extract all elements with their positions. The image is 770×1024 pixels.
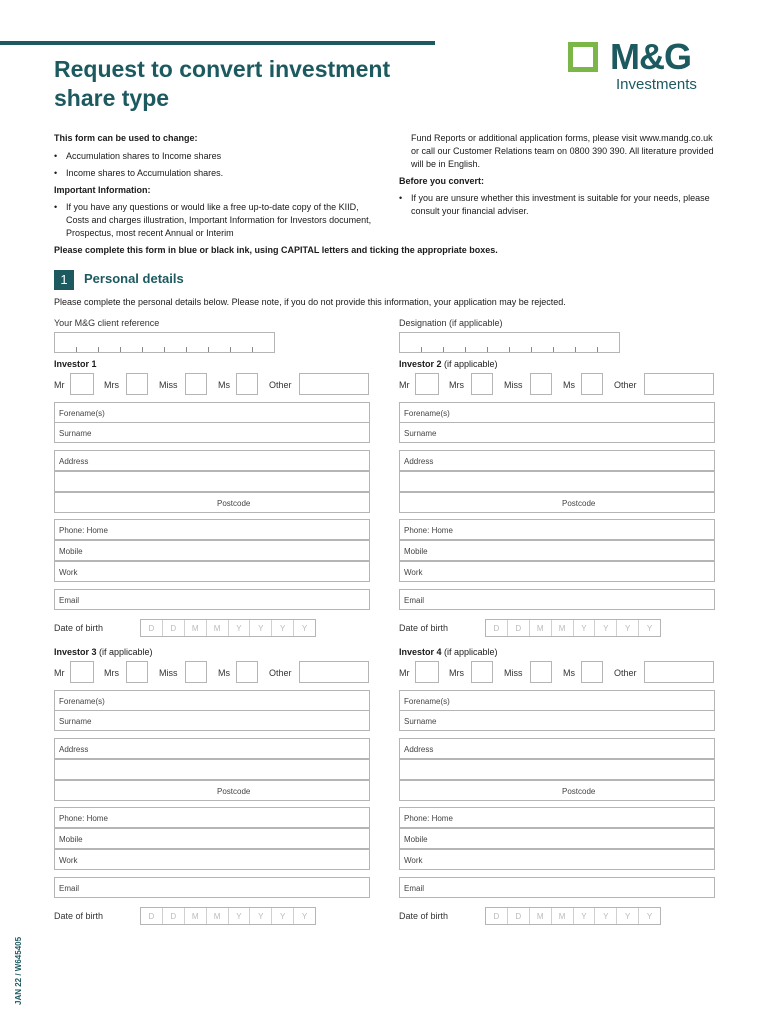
dob-cell: D: [486, 620, 508, 636]
title-checkbox-mr[interactable]: [415, 373, 439, 395]
mg-logo: [566, 36, 726, 96]
dob-cell: M: [185, 620, 207, 636]
title-label-miss: Miss: [159, 668, 178, 678]
client-ref-label: Your M&G client reference: [54, 318, 160, 328]
work-field[interactable]: Work: [54, 561, 370, 582]
important-heading: Important Information:: [54, 185, 151, 195]
dob-cell: D: [163, 620, 185, 636]
title-checkbox-mrs[interactable]: [126, 373, 148, 395]
title-label-miss: Miss: [504, 380, 523, 390]
title-label-mr: Mr: [399, 668, 410, 678]
phone-home-field[interactable]: Phone: Home: [399, 807, 715, 828]
intro-bullet: • Income shares to Accumulation shares.: [54, 167, 374, 180]
dob-cell: Y: [646, 912, 653, 921]
dob-input[interactable]: [485, 619, 661, 637]
instruction-text: Please complete this form in blue or black ink, using CAPITAL letters and ticking the appropriate boxes.: [54, 245, 498, 255]
dob-cell: M: [552, 908, 574, 924]
dob-cell: Y: [229, 620, 251, 636]
header-rule: [0, 41, 435, 45]
dob-cell: Y: [595, 620, 617, 636]
dob-cell: Y: [272, 620, 294, 636]
title-checkbox-miss[interactable]: [185, 661, 207, 683]
dob-cell: D: [486, 908, 508, 924]
dob-cell: D: [508, 908, 530, 924]
dob-cell: Y: [574, 908, 596, 924]
title-checkbox-miss[interactable]: [530, 661, 552, 683]
surname-field[interactable]: Surname: [399, 710, 715, 731]
dob-cell: M: [530, 620, 552, 636]
intro-bullet: • Accumulation shares to Income shares: [54, 150, 374, 163]
section-title: Personal details: [84, 271, 184, 286]
before-heading: Before you convert:: [399, 176, 485, 186]
title-checkbox-other[interactable]: [299, 373, 369, 395]
title-label-other: Other: [269, 380, 292, 390]
dob-cell: Y: [229, 908, 251, 924]
title-checkbox-mr[interactable]: [415, 661, 439, 683]
logo-subtext: Investments: [616, 76, 697, 93]
page-title: [54, 55, 454, 113]
phone-home-field[interactable]: Phone: Home: [399, 519, 715, 540]
title-label-mr: Mr: [54, 380, 65, 390]
work-field[interactable]: Work: [399, 849, 715, 870]
title-checkbox-other[interactable]: [299, 661, 369, 683]
dob-label: Date of birth: [54, 623, 104, 633]
dob-input[interactable]: [485, 907, 661, 925]
address-line-2[interactable]: [399, 471, 715, 492]
title-label-other: Other: [614, 668, 637, 678]
surname-field[interactable]: Surname: [54, 422, 370, 443]
postcode-field[interactable]: Postcode: [399, 780, 715, 801]
title-label-ms: Ms: [563, 668, 575, 678]
title-checkbox-mrs[interactable]: [471, 373, 493, 395]
phone-home-field[interactable]: Phone: Home: [54, 519, 370, 540]
dob-label: Date of birth: [399, 623, 449, 633]
dob-cell: D: [141, 620, 163, 636]
dob-cell: Y: [272, 908, 294, 924]
title-label-mrs: Mrs: [449, 668, 464, 678]
title-label-ms: Ms: [563, 380, 575, 390]
dob-cell: Y: [301, 912, 308, 921]
phone-home-field[interactable]: Phone: Home: [54, 807, 370, 828]
address-field[interactable]: Address: [54, 738, 370, 759]
title-checkbox-mr[interactable]: [70, 373, 94, 395]
title-checkbox-mrs[interactable]: [126, 661, 148, 683]
dob-cell: Y: [250, 908, 272, 924]
dob-cell: D: [141, 908, 163, 924]
before-text: • If you are unsure whether this investment is suitable for your needs, please consult your financial adviser.: [399, 192, 719, 218]
title-label-mrs: Mrs: [449, 380, 464, 390]
title-line-1: Request to convert investment: [54, 56, 391, 82]
surname-field[interactable]: Surname: [399, 422, 715, 443]
designation-input[interactable]: [399, 332, 620, 353]
forename-field[interactable]: Forename(s): [54, 690, 370, 711]
dob-cell: M: [185, 908, 207, 924]
dob-cell: D: [163, 908, 185, 924]
title-checkbox-ms[interactable]: [581, 373, 603, 395]
title-label-other: Other: [614, 380, 637, 390]
intro-heading: This form can be used to change:: [54, 133, 198, 143]
title-label-miss: Miss: [504, 668, 523, 678]
forename-field[interactable]: Forename(s): [399, 690, 715, 711]
address-line-2[interactable]: [399, 759, 715, 780]
title-checkbox-miss[interactable]: [530, 373, 552, 395]
dob-cell: M: [552, 620, 574, 636]
dob-cell: M: [530, 908, 552, 924]
dob-cell: Y: [595, 908, 617, 924]
postcode-field[interactable]: Postcode: [54, 780, 370, 801]
dob-cell: Y: [574, 620, 596, 636]
address-field[interactable]: Address: [54, 450, 370, 471]
intro-right: [399, 132, 719, 218]
address-field[interactable]: Address: [399, 450, 715, 471]
title-label-other: Other: [269, 668, 292, 678]
title-checkbox-ms[interactable]: [581, 661, 603, 683]
forename-field[interactable]: Forename(s): [54, 402, 370, 423]
work-field[interactable]: Work: [54, 849, 370, 870]
email-field[interactable]: Email: [54, 877, 370, 898]
title-label-mr: Mr: [54, 668, 65, 678]
dob-cell: M: [207, 908, 229, 924]
dob-cell: Y: [250, 620, 272, 636]
address-line-2[interactable]: [54, 759, 370, 780]
dob-input[interactable]: [140, 619, 316, 637]
email-field[interactable]: Email: [399, 877, 715, 898]
title-label-mr: Mr: [399, 380, 410, 390]
address-line-2[interactable]: [54, 471, 370, 492]
postcode-field[interactable]: Postcode: [399, 492, 715, 513]
dob-cell: D: [508, 620, 530, 636]
work-field[interactable]: Work: [399, 561, 715, 582]
dob-cell: Y: [301, 624, 308, 633]
email-field[interactable]: Email: [54, 589, 370, 610]
mobile-field[interactable]: Mobile: [54, 540, 370, 561]
title-checkbox-ms[interactable]: [236, 373, 258, 395]
client-ref-input[interactable]: [54, 332, 275, 353]
section-note: Please complete the personal details below. Please note, if you do not provide this information, your application may be rejected.: [54, 297, 566, 307]
designation-label: Designation (if applicable): [399, 318, 503, 328]
dob-cell: Y: [617, 908, 639, 924]
mobile-field[interactable]: Mobile: [54, 828, 370, 849]
dob-cell: Y: [617, 620, 639, 636]
logo-text: M&G: [610, 36, 691, 77]
mobile-field[interactable]: Mobile: [399, 828, 715, 849]
forename-field[interactable]: Forename(s): [399, 402, 715, 423]
investor-heading: Investor 1: [54, 359, 97, 369]
important-text: • If you have any questions or would like a free up-to-date copy of the KIID, Costs and charges illustration, Important Information for Investors document, Prospectus, most recent Annual or Interim: [54, 201, 374, 240]
address-field[interactable]: Address: [399, 738, 715, 759]
intro-right-text: Fund Reports or additional application forms, please visit www.mandg.co.uk or call our Customer Relations team on 0800 390 390. All literature provided will be in English.: [411, 133, 714, 169]
title-checkbox-mrs[interactable]: [471, 661, 493, 683]
title-label-ms: Ms: [218, 668, 230, 678]
title-checkbox-mr[interactable]: [70, 661, 94, 683]
intro-left: [54, 132, 374, 240]
title-checkbox-other[interactable]: [644, 661, 714, 683]
email-field[interactable]: Email: [399, 589, 715, 610]
title-label-mrs: Mrs: [104, 668, 119, 678]
investor-heading: Investor 4 (if applicable): [399, 647, 498, 657]
postcode-field[interactable]: Postcode: [54, 492, 370, 513]
section-number: 1: [54, 270, 74, 290]
dob-label: Date of birth: [399, 911, 449, 921]
dob-cell: Y: [646, 624, 653, 633]
title-label-ms: Ms: [218, 380, 230, 390]
title-checkbox-other[interactable]: [644, 373, 714, 395]
surname-field[interactable]: Surname: [54, 710, 370, 731]
investor-heading: Investor 3 (if applicable): [54, 647, 153, 657]
logo-square-icon: [568, 42, 598, 72]
mobile-field[interactable]: Mobile: [399, 540, 715, 561]
dob-input[interactable]: [140, 907, 316, 925]
investor-heading: Investor 2 (if applicable): [399, 359, 498, 369]
title-checkbox-miss[interactable]: [185, 373, 207, 395]
title-label-miss: Miss: [159, 380, 178, 390]
dob-label: Date of birth: [54, 911, 104, 921]
footer-code: JAN 22 / W645405: [14, 936, 23, 1005]
dob-cell: M: [207, 620, 229, 636]
title-label-mrs: Mrs: [104, 380, 119, 390]
title-line-2: share type: [54, 85, 170, 111]
title-checkbox-ms[interactable]: [236, 661, 258, 683]
